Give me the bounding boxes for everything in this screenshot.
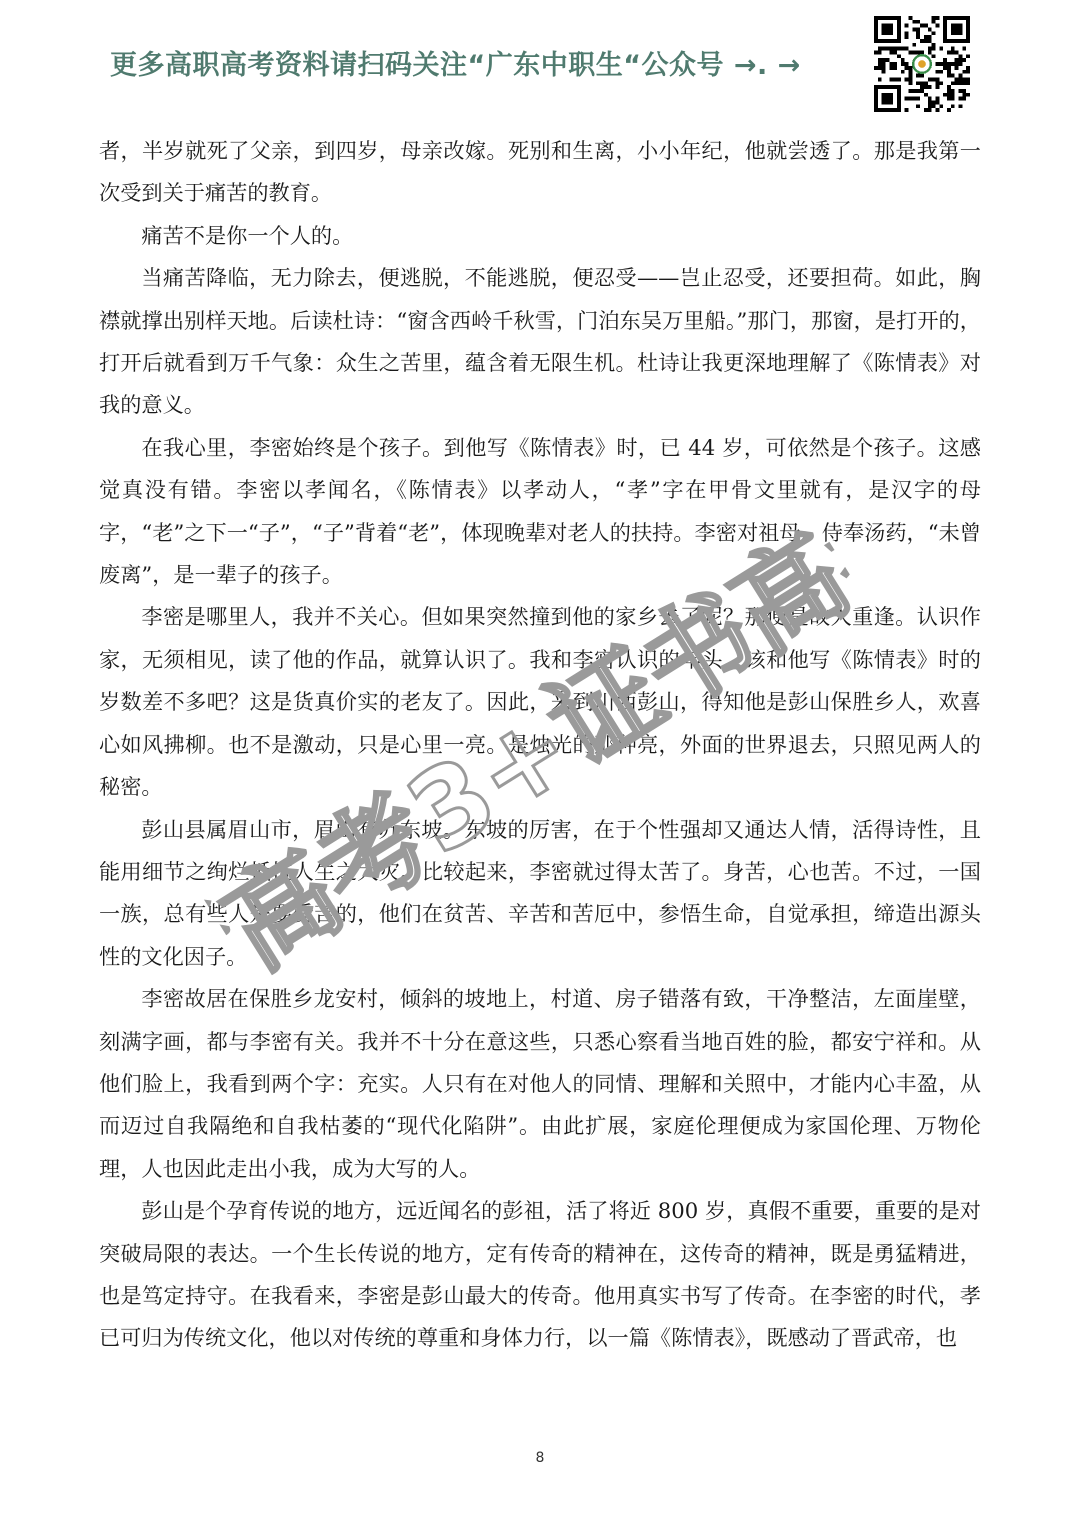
header-banner: 更多高职高考资料请扫码关注“广东中职生“公众号 →. →: [110, 50, 801, 81]
paragraph: 痛苦不是你一个人的。: [141, 222, 354, 248]
qr-code-graphic: [874, 16, 970, 112]
watermark-text: 新高考3+证书高考: [176, 474, 894, 1026]
paragraph: 当痛苦降临，无力除去，便逃脱，不能逃脱，便忍受——岂止忍受，还要担荷。如此，胸襟就撑出别样天地。后读杜诗：“窗含西岭千秋雪，门泊东吴万里船。”那门，那窗，是打开的，打开后就看到万千气象：众生之苦里，蕴含着无限生机。杜诗让我更深地理解了《陈情表》对我的意义。: [99, 265, 981, 418]
paragraph: 彭山是个孕育传说的地方，远近闻名的彭祖，活了将近 800 岁，真假不重要，重要的是对突破局限的表达。一个生长传说的地方，定有传奇的精神在，这传奇的精神，既是勇猛精进，也是笃定持守。在我看来，李密是彭山最大的传奇。他用真实书写了传奇。在李密的时代，孝已可归为传统文化，他以对传统的尊重和身体力行，以一篇《陈情表》，既感动了晋武帝，也: [99, 1198, 981, 1351]
paragraph: 李密是哪里人，我并不关心。但如果突然撞到他的家乡去了呢？那便是故人重逢。认识作家，无须相见，读了他的作品，就算认识了。我和李密认识的年头，该和他写《陈情表》时的岁数差不多吧？这是货真价实的老友了。因此，来到川西彭山，得知他是彭山保胜乡人，欢喜心如风拂柳。也不是激动，只是心里一亮。是烛光的那种亮，外面的世界退去，只照见两人的秘密。: [99, 604, 981, 800]
page-number: 8: [535, 1450, 545, 1466]
article-body: [99, 130, 981, 1360]
paragraph: 在我心里，李密始终是个孩子。到他写《陈情表》时，已 44 岁，可依然是个孩子。这感觉真没有错。李密以孝闻名，《陈情表》以孝动人，“孝”字在甲骨文里就有，是汉字的母字，“老”之下一“子”，“子”背着“老”，体现晚辈对老人的扶持。李密对祖母，侍奉汤药，“未曾废离”，是一辈子的孩子。: [99, 434, 981, 588]
qr-code-icon[interactable]: [874, 16, 970, 112]
paragraph: 者，半岁就死了父亲，到四岁，母亲改嫁。死别和生离，小小年纪，他就尝透了。那是我第一次受到关于痛苦的教育。: [99, 138, 981, 206]
paragraph: 李密故居在保胜乡龙安村，倾斜的坡地上，村道、房子错落有致，干净整洁，左面崖壁，刻满字画，都与李密有关。我并不十分在意这些，只悉心察看当地百姓的脸，都安宁祥和。从他们脸上，我看到两个字：充实。人只有在对他人的同情、理解和关照中，才能内心丰盈，从而迈过自我隔绝和自我枯萎的“现代化陷阱”。由此扩展，家庭伦理便成为家国伦理、万物伦理，人也因此走出小我，成为大写的人。: [99, 986, 981, 1181]
paragraph: 彭山县属眉山市，眉山有苏东坡。东坡的厉害，在于个性强却又通达人情，活得诗性，且能用细节之绚烂抵抗人生之大灾。比较起来，李密就过得太苦了。身苦，心也苦。不过，一国一族，总有些人是要受苦的，他们在贫苦、辛苦和苦厄中，参悟生命，自觉承担，缔造出源头性的文化因子。: [99, 816, 981, 969]
